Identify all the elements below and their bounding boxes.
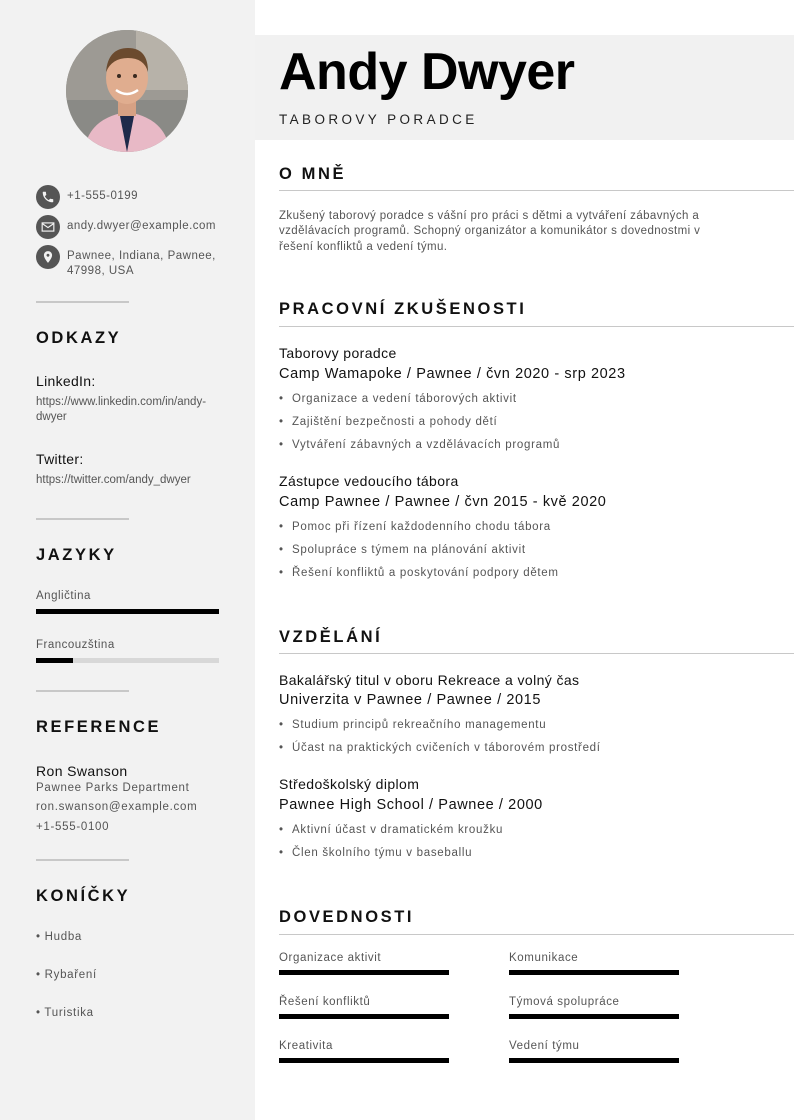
bullet-text: Studium principů rekreačního managementu bbox=[292, 719, 547, 731]
job-subtitle: Camp Pawnee / Pawnee / čvn 2015 - kvě 2020 bbox=[279, 494, 607, 510]
reference-name: Ron Swanson bbox=[36, 763, 128, 779]
job-bullet: • Řešení konfliktů a poskytování podpory dětem bbox=[279, 567, 559, 579]
reference-phone: +1-555-0100 bbox=[36, 821, 110, 833]
skills-heading: DOVEDNOSTI bbox=[279, 908, 415, 926]
job-subtitle: Camp Wamapoke / Pawnee / čvn 2020 - srp 2023 bbox=[279, 366, 626, 382]
about-line: vzdělávacích programů. Schopný organizátor a komunikátor s dovednostmi v bbox=[279, 225, 701, 238]
language-bar bbox=[36, 658, 219, 663]
skill-label: Řešení konfliktů bbox=[279, 996, 371, 1008]
section-rule bbox=[279, 190, 794, 191]
hobby-item: • Hudba bbox=[36, 931, 83, 943]
contact-address bbox=[36, 245, 216, 279]
location-pin-icon bbox=[36, 245, 60, 269]
education-title: Středoškolský diplom bbox=[279, 776, 420, 792]
bullet-text: Aktivní účast v dramatickém kroužku bbox=[292, 824, 504, 836]
reference-email[interactable]: ron.swanson@example.com bbox=[36, 801, 198, 813]
twitter-url[interactable]: https://twitter.com/andy_dwyer bbox=[36, 474, 191, 486]
linkedin-url-line-2: dwyer bbox=[36, 411, 67, 423]
job-bullet: • Pomoc při řízení každodenního chodu tábora bbox=[279, 521, 551, 533]
job-title: Taborovy poradce bbox=[279, 345, 397, 361]
bullet-text: Organizace a vedení táborových aktivit bbox=[292, 393, 517, 405]
skill-bar bbox=[279, 1058, 449, 1063]
job-title: Zástupce vedoucího tábora bbox=[279, 473, 459, 489]
bullet-text: Vytváření zábavných a vzdělávacích programů bbox=[292, 439, 561, 451]
bullet-text: Účast na praktických cvičeních v táborovém prostředí bbox=[292, 742, 601, 754]
about-text bbox=[279, 209, 759, 255]
avatar bbox=[66, 30, 188, 152]
skill-bar bbox=[279, 970, 449, 975]
page-title: Andy Dwyer bbox=[279, 43, 575, 101]
skill-bar-fill bbox=[509, 1014, 679, 1019]
phone-icon bbox=[36, 185, 60, 209]
skill-bar-fill bbox=[279, 1058, 449, 1063]
language-bar bbox=[36, 609, 219, 614]
job-bullet: • Vytváření zábavných a vzdělávacích programů bbox=[279, 439, 561, 451]
language-label: Francouzština bbox=[36, 639, 115, 651]
skill-label: Komunikace bbox=[509, 952, 579, 964]
hobby-label: Turistika bbox=[44, 1007, 94, 1019]
skill-label: Kreativita bbox=[279, 1040, 333, 1052]
language-bar-fill bbox=[36, 609, 219, 614]
skill-bar bbox=[509, 1058, 679, 1063]
sidebar-divider bbox=[36, 301, 129, 303]
skill-bar bbox=[509, 970, 679, 975]
section-rule bbox=[279, 326, 794, 327]
skill-bar bbox=[509, 1014, 679, 1019]
education-subtitle: Pawnee High School / Pawnee / 2000 bbox=[279, 797, 543, 813]
bullet-text: Spolupráce s týmem na plánování aktivit bbox=[292, 544, 526, 556]
address-line-2: 47998, USA bbox=[67, 265, 135, 277]
skill-label: Vedení týmu bbox=[509, 1040, 580, 1052]
language-bar-fill bbox=[36, 658, 73, 663]
references-heading: REFERENCE bbox=[36, 718, 162, 736]
contact-phone bbox=[36, 185, 138, 209]
phone-text: +1-555-0199 bbox=[67, 190, 139, 202]
linkedin-url-line-1: https://www.linkedin.com/in/andy- bbox=[36, 396, 207, 408]
twitter-label: Twitter: bbox=[36, 451, 84, 467]
reference-company: Pawnee Parks Department bbox=[36, 782, 190, 794]
education-bullet: • Účast na praktických cvičeních v táborovém prostředí bbox=[279, 742, 601, 754]
skill-bar-fill bbox=[509, 970, 679, 975]
about-heading: O MNĚ bbox=[279, 165, 347, 183]
hobby-item: • Turistika bbox=[36, 1007, 94, 1019]
job-bullet: • Spolupráce s týmem na plánování aktivit bbox=[279, 544, 526, 556]
education-title: Bakalářský titul v oboru Rekreace a volný čas bbox=[279, 672, 580, 688]
education-heading: VZDĚLÁNÍ bbox=[279, 628, 383, 646]
job-title: TABOROVY PORADCE bbox=[279, 112, 478, 127]
sidebar bbox=[0, 0, 255, 1120]
skill-bar bbox=[279, 1014, 449, 1019]
sidebar-divider bbox=[36, 859, 129, 861]
links-heading: ODKAZY bbox=[36, 329, 122, 347]
email-text: andy.dwyer@example.com bbox=[67, 220, 217, 232]
experience-heading: PRACOVNÍ ZKUŠENOSTI bbox=[279, 300, 527, 318]
address-line-1: Pawnee, Indiana, Pawnee, bbox=[67, 250, 216, 262]
bullet-text: Pomoc při řízení každodenního chodu tábora bbox=[292, 521, 551, 533]
language-label: Angličtina bbox=[36, 590, 91, 602]
bullet-text: Řešení konfliktů a poskytování podpory dětem bbox=[292, 567, 559, 579]
education-bullet: • Aktivní účast v dramatickém kroužku bbox=[279, 824, 504, 836]
section-rule bbox=[279, 934, 794, 935]
skill-bar-fill bbox=[509, 1058, 679, 1063]
job-bullet: • Zajištění bezpečnosti a pohody dětí bbox=[279, 416, 498, 428]
skill-label: Organizace aktivit bbox=[279, 952, 382, 964]
education-bullet: • Člen školního týmu v baseballu bbox=[279, 847, 473, 859]
skill-bar-fill bbox=[279, 1014, 449, 1019]
bullet-text: Člen školního týmu v baseballu bbox=[292, 847, 473, 859]
sidebar-divider bbox=[36, 518, 129, 520]
linkedin-url[interactable] bbox=[36, 395, 226, 425]
linkedin-label: LinkedIn: bbox=[36, 373, 96, 389]
hobbies-heading: KONÍČKY bbox=[36, 887, 131, 905]
hobby-item: • Rybaření bbox=[36, 969, 97, 981]
address-text bbox=[67, 245, 216, 279]
education-subtitle: Univerzita v Pawnee / Pawnee / 2015 bbox=[279, 692, 541, 708]
education-bullet: • Studium principů rekreačního managementu bbox=[279, 719, 547, 731]
contact-email bbox=[36, 215, 216, 239]
hobby-label: Rybaření bbox=[44, 969, 97, 981]
skill-bar-fill bbox=[279, 970, 449, 975]
email-icon bbox=[36, 215, 60, 239]
skill-label: Týmová spolupráce bbox=[509, 996, 620, 1008]
job-bullet: • Organizace a vedení táborových aktivit bbox=[279, 393, 517, 405]
bullet-text: Zajištění bezpečnosti a pohody dětí bbox=[292, 416, 498, 428]
section-rule bbox=[279, 653, 794, 654]
hobby-label: Hudba bbox=[44, 931, 83, 943]
about-line: řešení konfliktů a vedení týmu. bbox=[279, 240, 448, 253]
sidebar-divider bbox=[36, 690, 129, 692]
languages-heading: JAZYKY bbox=[36, 546, 117, 564]
about-line: Zkušený taborový poradce s vášní pro práci s dětmi a vytváření zábavných a bbox=[279, 210, 700, 222]
